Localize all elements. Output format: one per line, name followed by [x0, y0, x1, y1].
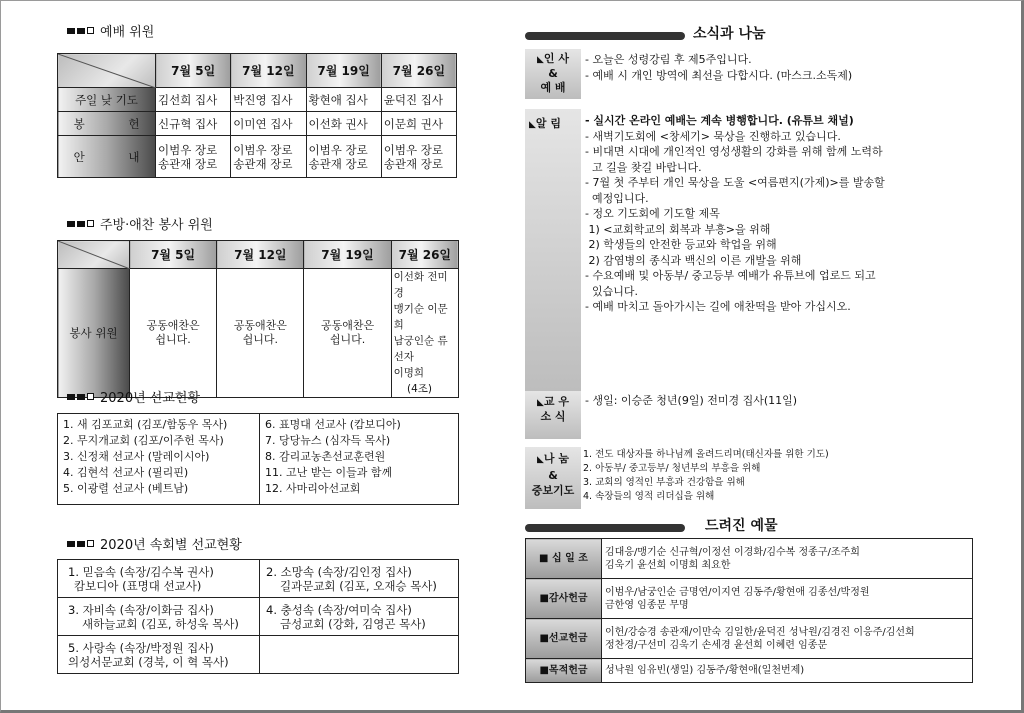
offering-label [526, 539, 602, 579]
news-line: - 비대면 시대에 개인적인 영성생활의 강화를 위해 함께 노력하 [585, 145, 883, 158]
list-item: 12. 사마리아선교회 [265, 482, 361, 495]
table-cell: 공동애찬은 쉽니다. [130, 269, 217, 398]
square-bullet-icon: ■ [539, 633, 549, 644]
news-line: - 수요예배 및 아동부/ 중고등부 예배가 유튜브에 업로드 되고 [585, 269, 876, 282]
cell-line: 송관재 장로 [308, 156, 368, 171]
greeting-label [525, 49, 581, 99]
table-cell [58, 560, 260, 598]
label-line: 예 배 [540, 81, 566, 94]
cell-line: 정찬경/구선미 김욱기 손세경 윤선희 이혜련 임종문 [605, 639, 828, 651]
mission-list-left [58, 414, 260, 504]
table-cell [260, 560, 459, 598]
cell-line: 맹기순 이문희 [393, 303, 448, 331]
news-line: - 7월 첫 주부터 개인 묵상을 도울 <여름편지(가제)>를 발송할 [585, 176, 885, 189]
label-text: 십 일 조 [551, 553, 588, 564]
cell-line: 송관재 장로 [383, 156, 443, 171]
share-label [525, 447, 581, 509]
table-cell [391, 269, 458, 398]
notice-text [585, 113, 981, 315]
role-label: 봉사 위원 [58, 269, 130, 398]
label-text: 인 사 [543, 52, 569, 65]
group-mission-table [57, 559, 459, 674]
table-cell: 김선희 집사 [156, 88, 231, 112]
cell-line: 1. 믿음속 (속장/김수복 권사) [68, 564, 214, 579]
table-cell [381, 136, 456, 178]
list-item: 6. 표명대 선교사 (캄보디아) [265, 418, 401, 431]
news-line: 3. 교회의 영적인 부흥과 건강함을 위해 [583, 477, 745, 488]
greeting-text [585, 52, 985, 83]
cell-line: 2. 소망속 (속장/김인정 집사) [266, 564, 412, 579]
cell-line: 이범우/남궁인순 금명연/이지연 김동주/황현애 김종선/박정원 [605, 586, 870, 598]
cell-line: 이범우 장로 [308, 142, 368, 157]
cell-line: 길과문교회 (김포, 오재승 목사) [280, 578, 437, 593]
news-title: 소식과 나눔 [693, 26, 766, 42]
kitchen-title [67, 214, 213, 233]
news-line: 2. 아동부/ 중고등부/ 청년부의 부흥을 위해 [583, 463, 761, 474]
cell-line: 이명희 [393, 367, 425, 379]
label-line: & [548, 67, 558, 80]
offering-names [602, 579, 973, 619]
cell-line: 캄보디아 (표명대 선교사) [74, 578, 202, 593]
cell-line: 이선화 전미경 [393, 271, 448, 299]
cell-line: 5. 사랑속 (속장/박정원 집사) [68, 640, 214, 655]
table-cell: 공동애찬은 쉽니다. [217, 269, 304, 398]
worship-title [67, 21, 154, 40]
list-item: 3. 신정채 선교사 (말레이시아) [63, 450, 210, 463]
news-line: - 정오 기도회에 기도할 제목 [585, 207, 720, 220]
square-bullet-icon: ■ [539, 593, 549, 604]
share-text [583, 448, 983, 504]
label-line: & [548, 469, 558, 482]
kitchen-title-text: 주방·애찬 봉사 위원 [100, 218, 213, 233]
cell-line: 의성서문교회 (경북, 이 혁 목사) [68, 654, 229, 669]
table-cell: 황현애 집사 [306, 88, 381, 112]
square-bullet-icon: ■ [539, 553, 549, 564]
table-cell: 윤덕진 집사 [381, 88, 456, 112]
news-line: 4. 속장들의 영적 리더십을 위해 [583, 491, 715, 502]
offering-label [526, 619, 602, 659]
list-item: 4. 김현석 선교사 (필리핀) [63, 466, 189, 479]
bullet-squares-icon [67, 393, 94, 400]
cell-line: 송관재 장로 [158, 156, 218, 171]
group-mission-title-text: 2020년 속회별 선교현황 [100, 538, 242, 553]
news-line: - 예배 시 개인 방역에 최선을 다합시다. (마스크.소독제) [585, 68, 853, 82]
table-cell [231, 136, 306, 178]
triangle-icon: ◣ [536, 455, 544, 465]
label-line: 소 식 [540, 410, 566, 423]
label-text: 선교헌금 [548, 633, 588, 644]
label-text: 목적헌금 [548, 665, 588, 676]
title-bar-decoration [525, 524, 685, 532]
offering-names [602, 659, 973, 683]
news-line: 고 길을 찾길 바랍니다. [585, 160, 702, 174]
cell-line: 이범우 장로 [383, 142, 443, 157]
date-header: 7월 5일 [130, 241, 217, 269]
mission-title [67, 387, 200, 406]
cell-line: 김욱기 윤선희 이명희 최요한 [605, 559, 731, 571]
label-text: 교 우 [543, 395, 569, 408]
offering-label [526, 659, 602, 683]
date-header: 7월 12일 [231, 54, 306, 88]
table-cell: 박진영 집사 [231, 88, 306, 112]
table-cell [306, 136, 381, 178]
list-item: 8. 감리교농촌선교훈련원 [265, 450, 386, 463]
group-mission-title [67, 534, 242, 553]
square-bullet-icon: ■ [539, 665, 549, 676]
table-cell: 이미연 집사 [231, 112, 306, 136]
news-line: 있습니다. [585, 284, 638, 298]
date-header: 7월 26일 [381, 54, 456, 88]
list-item: 7. 당당뉴스 (심자득 목사) [265, 434, 391, 447]
triangle-icon: ◣ [529, 120, 536, 130]
date-header: 7월 5일 [156, 54, 231, 88]
label-line [525, 451, 581, 468]
triangle-icon: ◣ [536, 55, 544, 65]
label-line: 중보기도 [531, 484, 575, 497]
worship-title-text: 예배 위원 [100, 25, 155, 40]
bullet-squares-icon [67, 220, 94, 227]
cell-line: 남궁인순 류선자 [393, 335, 448, 363]
cell-line: 김대응/맹기순 신규혁/이정선 이경화/김수복 정종구/조주희 [605, 546, 860, 558]
bullet-squares-icon [67, 540, 94, 547]
news-line: - 실시간 온라인 예배는 계속 병행합니다. (유튜브 채널) [585, 114, 854, 127]
date-header: 7월 19일 [306, 54, 381, 88]
role-label: 봉 헌 [58, 112, 156, 136]
label-line [525, 52, 581, 67]
label-text: 감사헌금 [548, 593, 588, 604]
mission-list-right [260, 414, 458, 504]
role-label: 주일 낮 기도 [58, 88, 156, 112]
news-line: 1. 전도 대상자를 하나님께 올려드리며(태신자를 위한 기도) [583, 449, 829, 460]
offering-names [602, 539, 973, 579]
cell-line: 이범우 장로 [158, 142, 218, 157]
news-line: 2) 학생들의 안전한 등교와 학업을 위해 [585, 238, 777, 251]
table-cell [58, 598, 260, 636]
label-text: 알 림 [535, 117, 562, 130]
list-item: 11. 고난 받는 이들과 함께 [265, 466, 393, 479]
triangle-icon: ◣ [536, 398, 544, 408]
list-item: 5. 이광렬 선교사 (베트남) [63, 482, 189, 495]
news-line: - 예배 마치고 돌아가시는 길에 애찬떡을 받아 가십시오. [585, 300, 851, 313]
date-header: 7월 12일 [217, 241, 304, 269]
group-label: (4조) [406, 383, 432, 395]
news-line: - 오늘은 성령강림 후 제5주입니다. [585, 53, 752, 66]
notice-label [525, 109, 581, 391]
fellowship-text: - 생일: 이승준 청년(9일) 전미경 집사(11일) [585, 394, 798, 407]
table-cell: 이선화 권사 [306, 112, 381, 136]
title-bar-decoration [525, 32, 685, 40]
offering-table [525, 538, 973, 683]
bullet-squares-icon [67, 27, 94, 34]
label-line [525, 395, 581, 410]
offering-label [526, 579, 602, 619]
news-line: 1) <교회학교의 회복과 부흥>을 위해 [585, 222, 771, 236]
table-cell [156, 136, 231, 178]
diagonal-line-icon [58, 54, 156, 88]
mission-list [57, 413, 459, 505]
worship-table [57, 53, 457, 178]
cell-line: 송관재 장로 [233, 156, 293, 171]
role-label: 안 내 [58, 136, 156, 178]
fellowship-label [525, 391, 581, 439]
cell-line: 새하늘교회 (김포, 하성욱 목사) [82, 616, 239, 631]
mission-title-text: 2020년 선교현황 [100, 391, 201, 406]
cell-line: 금한영 임종문 무명 [605, 599, 689, 611]
table-cell: 이문희 권사 [381, 112, 456, 136]
news-line: 예정입니다. [585, 191, 649, 205]
offering-title: 드려진 예물 [705, 518, 778, 534]
cell-line: 이범우 장로 [233, 142, 293, 157]
table-cell [260, 598, 459, 636]
news-line: - 새벽기도회에 <창세기> 묵상을 진행하고 있습니다. [585, 129, 841, 143]
cell-line: 4. 충성속 (속장/여미숙 집사) [266, 602, 412, 617]
table-cell: 공동애찬은 쉽니다. [304, 269, 391, 398]
cell-line: 이헌/강승경 송관재/이만숙 김일한/윤덕진 성낙원/김경진 이응주/김선희 [605, 626, 915, 638]
table-corner [58, 54, 156, 88]
news-line: 2) 감염병의 종식과 백신의 이른 개발을 위해 [585, 253, 802, 267]
date-header: 7월 19일 [304, 241, 391, 269]
list-item: 2. 무지개교회 (김포/이주헌 목사) [63, 434, 224, 447]
kitchen-table [57, 240, 459, 398]
cell-line: 성낙원 임유빈(생일) 김동주/황현애(일천번제) [605, 665, 805, 676]
offering-names [602, 619, 973, 659]
date-header: 7월 26일 [391, 241, 458, 269]
cell-line: 금성교회 (강화, 김영곤 목사) [280, 616, 426, 631]
cell-line: 3. 자비속 (속장/이화금 집사) [68, 602, 214, 617]
diagonal-line-icon [58, 241, 130, 269]
table-corner [58, 241, 130, 269]
list-item: 1. 새 김포교회 (김포/함동우 목사) [63, 418, 228, 431]
table-cell [58, 636, 260, 674]
label-text: 나 눔 [543, 452, 569, 465]
table-cell: 신규혁 집사 [156, 112, 231, 136]
table-cell-empty [260, 636, 459, 674]
